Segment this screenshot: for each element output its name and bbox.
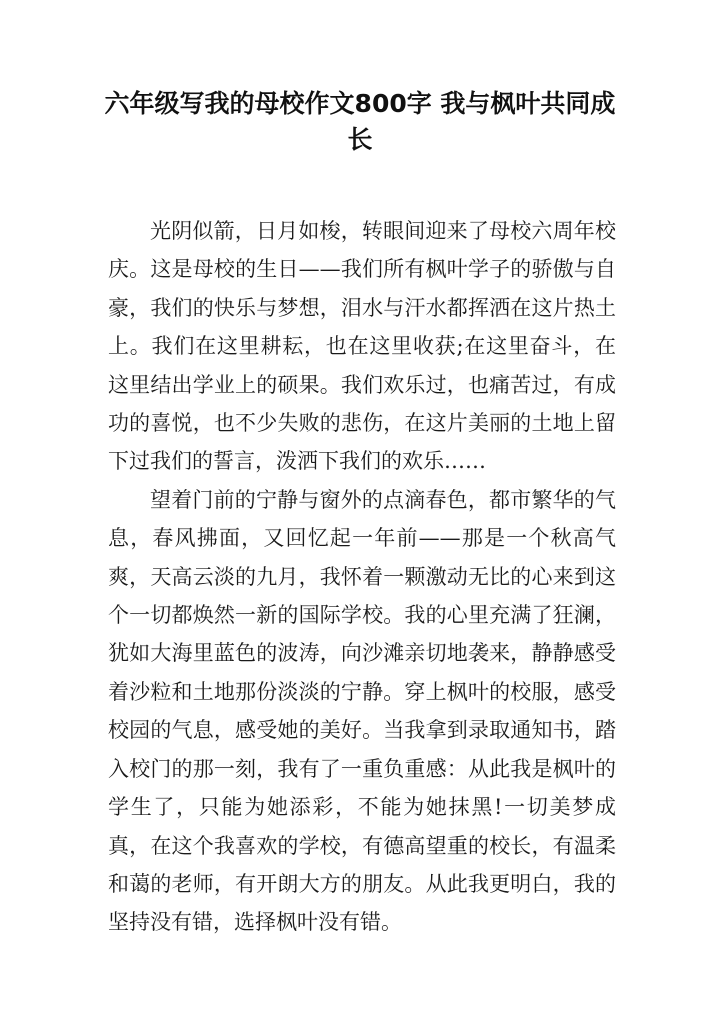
- document-title: 六年级写我的母校作文800字 我与枫叶共同成长: [104, 89, 616, 154]
- document-body: [108, 212, 616, 942]
- paragraph-2: 望着门前的宁静与窗外的点滴春色，都市繁华的气息，春风拂面，又回忆起一年前——那是一个秋高气爽，天高云淡的九月，我怀着一颗激动无比的心来到这个一切都焕然一新的国际学校。我的心里充满了狂澜，犹如大海里蓝色的波涛，向沙滩亲切地袭来，静静感受着沙粒和土地那份淡淡的宁静。穿上枫叶的校服，感受校园的气息，感受她的美好。当我拿到录取通知书，踏入校门的那一刻，我有了一重负重感：从此我是枫叶的学生了，只能为她添彩，不能为她抹黑!一切美梦成真，在这个我喜欢的学校，有德高望重的校长，有温柔和蔼的老师，有开朗大方的朋友。从此我更明白，我的坚持没有错，选择枫叶没有错。: [108, 487, 616, 935]
- paragraph-1: 光阴似箭，日月如梭，转眼间迎来了母校六周年校庆。这是母校的生日——我们所有枫叶学子的骄傲与自豪，我们的快乐与梦想，泪水与汗水都挥洒在这片热土上。我们在这里耕耘，也在这里收获;在这里奋斗，在这里结出学业上的硕果。我们欢乐过，也痛苦过，有成功的喜悦，也不少失败的悲伤，在这片美丽的土地上留下过我们的誓言，泼洒下我们的欢乐……: [108, 219, 616, 474]
